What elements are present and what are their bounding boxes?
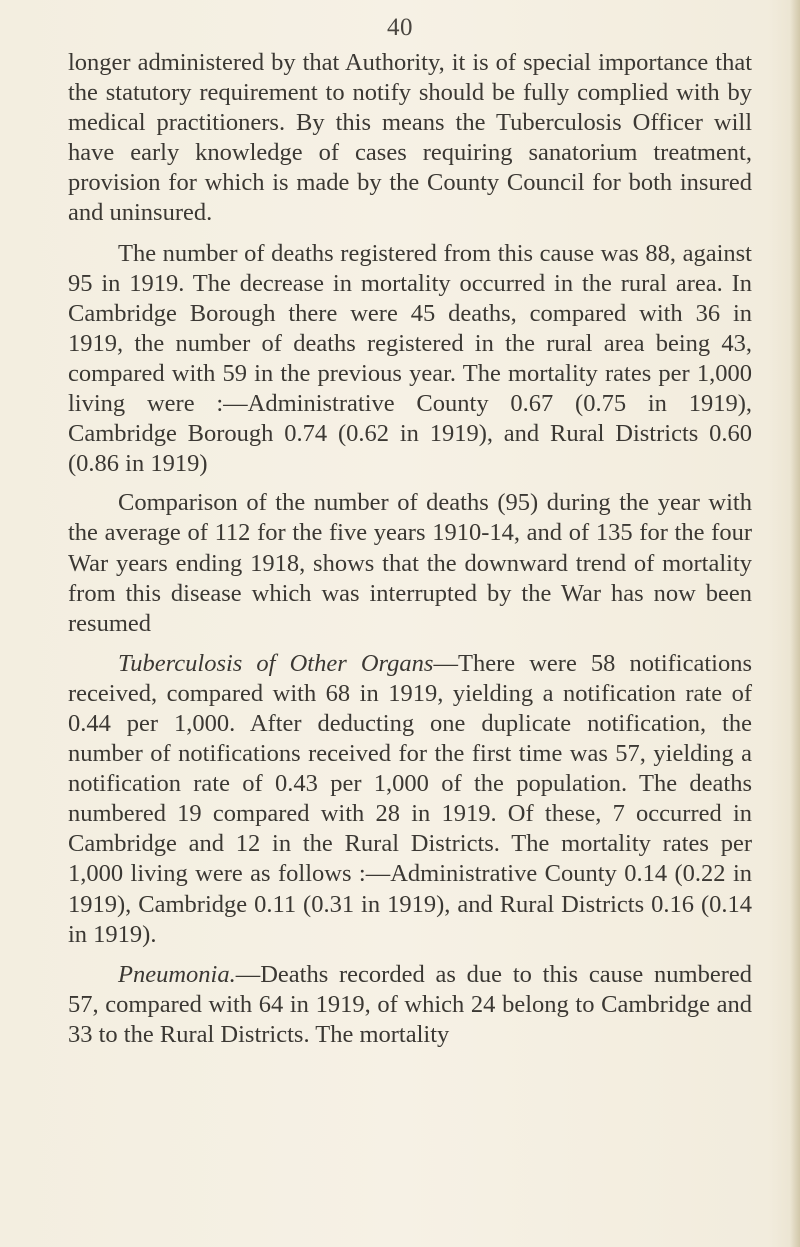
paragraph-deaths-comparison: Comparison of the number of deaths (95) during the year with the average of 112 for the five years 1910-14, and of 135 for the four War years ending 1918, shows that the downward trend of mortality from this disease which was interrupted by the War has now been resumed <box>68 489 752 637</box>
paragraph-pulmonary-deaths: The number of deaths registered from this cause was 88, against 95 in 1919. The decrease in mortality occurred in the rural area. In Cambridge Borough there were 45 deaths, compared with 36 in 1919, the number of deaths registered in the rural area being 43, compared with 59 in the previous year. The mortality rates per 1,000 living were :—Administrative County 0.67 (0.75 in 1919), Cambridge Borough 0.74 (0.62 in 1919), and Rural Districts 0.60 (0.86 in 1919) <box>68 239 752 478</box>
page-number: 40 <box>387 14 413 41</box>
paragraph-sanatorium-continuation: longer administered by that Authority, it is of special importance that the statutory requirement to notify should be fully complied with by medical practitioners. By this means the Tuberculosis Officer will have early knowledge of cases requiring sanatorium treatment, provision for which is made by the County Council for both insured and uninsured. <box>68 49 752 227</box>
paragraph-pneumonia-text: —Deaths recorded as due to this cause numbered 57, compared with 64 in 1919, of which 24 belong to Cambridge and 33 to the Rural Districts. The mortality <box>68 960 752 1048</box>
page-edge-shadow <box>790 0 800 1247</box>
body-text <box>68 48 752 1050</box>
paragraph-pneumonia <box>68 960 752 1050</box>
section-heading-pneumonia: Pneumonia. <box>118 960 236 988</box>
paragraph-other-organs <box>68 649 752 950</box>
paragraph-other-organs-text: —There were 58 notifications received, compared with 68 in 1919, yielding a notification rate of 0.44 per 1,000. After deducting one duplicate notification, the number of notifications received for the first time was 57, yielding a notification rate of 0.43 per 1,000 of the population. The deaths numbered 19 compared with 28 in 1919. Of these, 7 occurred in Cambridge and 12 in the Rural Districts. The mortality rates per 1,000 living were as follows :—Administrative County 0.14 (0.22 in 1919), Cambridge 0.11 (0.31 in 1919), and Rural Districts 0.16 (0.14 in 1919). <box>68 649 753 948</box>
section-heading-other-organs: Tuberculosis of Other Organs <box>118 649 434 677</box>
